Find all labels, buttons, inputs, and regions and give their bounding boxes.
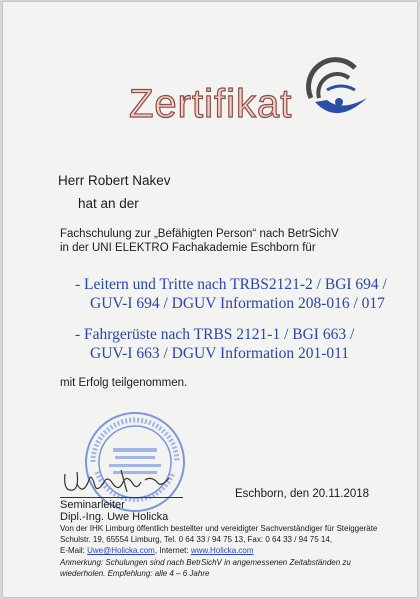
footer-line-1: Von der IHK Limburg öffentlich bestellter und vereidigter Sachverständiger für Steiggeräte xyxy=(60,524,378,533)
course-line-1: Fachschulung zur „Befähigten Person“ nach BetrSichV xyxy=(60,228,339,240)
topic-2-line-1: - Fahrgerüste nach TRBS 2121-1 / BGI 663 / xyxy=(75,326,355,343)
email-label: E-Mail: xyxy=(60,546,88,555)
handwritten-signature-icon xyxy=(61,462,171,500)
website-link[interactable]: www.Holicka.com xyxy=(190,546,254,555)
topic-2-line-2: GUV-I 663 / DGUV Information 201-011 xyxy=(90,345,350,362)
success-text: mit Erfolg teilgenommen. xyxy=(60,377,188,389)
email-link[interactable]: Uwe@Holicka.com xyxy=(87,546,155,555)
signature-line xyxy=(60,497,183,498)
footer-line-2: Schulstr. 19, 65554 Limburg, Tel. 0 64 33 / 94 75 13, Fax: 0 64 33 / 94 75 14, xyxy=(60,535,333,544)
place-date: Eschborn, den 20.11.2018 xyxy=(235,488,370,500)
intro-text: hat an der xyxy=(78,196,139,211)
note-line-1: Anmerkung: Schulungen sind nach BetrSichV in angemessenen Zeitabständen zu xyxy=(60,558,351,567)
internet-label: , Internet: xyxy=(154,546,191,555)
course-line-2: in der UNI ELEKTRO Fachakademie Eschborn für xyxy=(60,242,316,254)
company-logo-icon xyxy=(301,54,373,126)
signer-label: Seminarleiter xyxy=(60,499,125,511)
certificate-page xyxy=(3,2,417,597)
topic-1-line-1: - Leitern und Tritte nach TRBS2121-2 / BGI 694 / xyxy=(75,276,387,293)
certificate-title: Zertifikat xyxy=(129,82,293,126)
footer-line-3 xyxy=(60,546,254,555)
signer-name: Dipl.-Ing. Uwe Holicka xyxy=(60,511,169,523)
recipient-name: Herr Robert Nakev xyxy=(58,173,171,188)
note-line-2: wiederholen. Empfehlung: alle 4 – 6 Jahre xyxy=(60,569,210,578)
topic-1-line-2: GUV-I 694 / DGUV Information 208-016 / 017 xyxy=(90,295,385,312)
